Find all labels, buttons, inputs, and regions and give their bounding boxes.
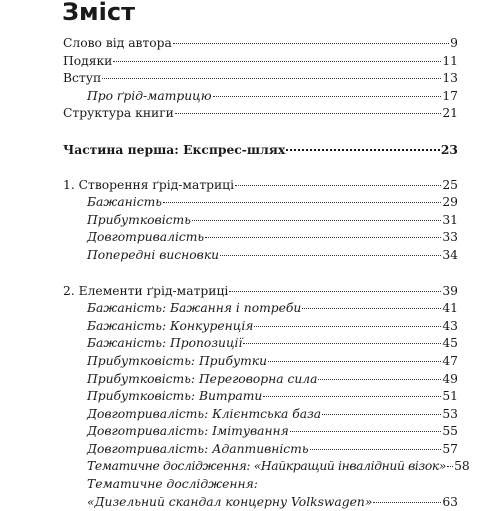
toc-page-number: 47 bbox=[442, 353, 458, 368]
toc-entry-label: Бажаність: Бажання і потреби bbox=[87, 301, 302, 316]
toc-entry-chapter-2-item[interactable] bbox=[63, 388, 458, 406]
dot-leader bbox=[263, 396, 441, 397]
toc-entry-label: Довготривалість: Клієнтська база bbox=[87, 406, 322, 421]
toc-entry-chapter-2-item[interactable] bbox=[63, 406, 458, 424]
toc-entry-label: Бажаність bbox=[87, 195, 162, 210]
toc-page-number: 45 bbox=[442, 336, 458, 351]
toc-entry-label: Подяки bbox=[63, 53, 113, 68]
dot-leader bbox=[243, 343, 441, 344]
toc-entry-label: Довготривалість bbox=[87, 230, 205, 245]
toc-page-number: 11 bbox=[442, 53, 458, 68]
toc-entry-label: Бажаність: Конкуренція bbox=[87, 318, 254, 333]
dot-leader bbox=[229, 291, 441, 292]
toc-entry-case-study-volkswagen-line1[interactable] bbox=[63, 476, 458, 494]
dot-leader bbox=[318, 379, 441, 380]
dot-leader bbox=[290, 431, 442, 432]
toc-entry-author-foreword[interactable] bbox=[63, 35, 458, 53]
toc-entry-label: Бажаність: Пропозиції bbox=[87, 336, 243, 351]
page-title: Зміст bbox=[62, 0, 136, 26]
dot-leader bbox=[447, 466, 453, 467]
toc-entry-label: Слово від автора bbox=[63, 36, 172, 50]
toc-page-number: 23 bbox=[440, 141, 458, 157]
toc-page-number: 43 bbox=[442, 318, 458, 333]
spacer bbox=[63, 159, 458, 177]
dot-leader bbox=[102, 78, 441, 79]
dot-leader bbox=[205, 237, 441, 238]
toc-entry-chapter-1-profitability[interactable] bbox=[63, 212, 458, 230]
spacer bbox=[63, 123, 458, 141]
dot-leader bbox=[192, 220, 441, 221]
toc-entry-case-study-volkswagen-line2[interactable] bbox=[63, 494, 458, 511]
toc-page-number: 31 bbox=[442, 212, 458, 227]
toc-entry-chapter-2-item[interactable] bbox=[63, 300, 458, 318]
toc-entry-acknowledgements[interactable] bbox=[63, 53, 458, 71]
toc-entry-label: Прибутковість: Переговорна сила bbox=[87, 371, 318, 386]
toc-entry-case-study-wheelchair[interactable] bbox=[63, 458, 470, 476]
toc-page-number: 53 bbox=[442, 406, 458, 421]
toc-entry-part-one[interactable] bbox=[63, 141, 458, 159]
toc-entry-label: 2. Елементи ґрід-матриці bbox=[63, 283, 229, 298]
toc-entry-label: Попередні висновки bbox=[87, 247, 220, 262]
toc-page-number: 55 bbox=[442, 424, 458, 439]
toc-entry-chapter-2-item[interactable] bbox=[63, 441, 458, 459]
toc-page-number: 34 bbox=[442, 247, 458, 262]
toc-page-number: 51 bbox=[442, 389, 458, 404]
toc-entry-label: Частина перша: Експрес-шлях bbox=[63, 141, 286, 157]
toc-page-number: 41 bbox=[442, 301, 458, 316]
toc-entry-label: Довготривалість: Адаптивність bbox=[87, 441, 309, 456]
toc-entry-label: «Дизельний скандал концерну Volkswagen» bbox=[87, 494, 373, 509]
toc-entry-label: Тематичне дослідження: «Найкращий інвалідний візок» bbox=[87, 459, 447, 474]
toc-entry-introduction[interactable] bbox=[63, 70, 458, 88]
dot-leader bbox=[213, 96, 442, 97]
toc-entry-chapter-1-conclusions[interactable] bbox=[63, 247, 458, 265]
toc-page-number: 39 bbox=[442, 283, 458, 298]
toc-entry-label: Довготривалість: Імітування bbox=[87, 424, 289, 439]
toc-entry-chapter-2-item[interactable] bbox=[63, 423, 458, 441]
toc-entry-label: Прибутковість bbox=[87, 212, 191, 227]
toc-entry-label: Прибутковість: Витрати bbox=[87, 389, 263, 404]
dot-leader bbox=[286, 149, 440, 151]
dot-leader bbox=[173, 43, 449, 44]
toc-entry-chapter-1-desirability[interactable] bbox=[63, 194, 458, 212]
dot-leader bbox=[235, 185, 441, 186]
toc-page-number: 13 bbox=[442, 71, 458, 86]
toc-page-number: 21 bbox=[442, 106, 458, 121]
toc-entry-label: Про ґрід-матрицю bbox=[87, 88, 212, 103]
toc-entry-chapter-2[interactable] bbox=[63, 283, 458, 301]
dot-leader bbox=[254, 326, 441, 327]
toc-entry-chapter-1-durability[interactable] bbox=[63, 229, 458, 247]
toc-page-number: 57 bbox=[442, 441, 458, 456]
dot-leader bbox=[268, 361, 441, 362]
dot-leader bbox=[220, 255, 441, 256]
toc-page-number: 29 bbox=[442, 195, 458, 210]
toc-entry-label: Тематичне дослідження: bbox=[87, 477, 258, 492]
table-of-contents bbox=[63, 35, 470, 511]
toc-entry-label: Прибутковість: Прибутки bbox=[87, 353, 268, 368]
dot-leader bbox=[113, 61, 441, 62]
dot-leader bbox=[322, 414, 441, 415]
toc-page-number: 63 bbox=[442, 494, 458, 509]
toc-page-number: 58 bbox=[454, 459, 470, 474]
toc-entry-about-grid-matrix[interactable] bbox=[63, 88, 458, 106]
spacer bbox=[63, 265, 458, 283]
toc-entry-label: 1. Створення ґрід-матриці bbox=[63, 177, 235, 192]
toc-entry-chapter-2-item[interactable] bbox=[63, 371, 458, 389]
toc-entry-label: Структура книги bbox=[63, 106, 174, 121]
toc-page-number: 9 bbox=[450, 36, 458, 50]
dot-leader bbox=[310, 449, 442, 450]
toc-entry-chapter-1[interactable] bbox=[63, 177, 458, 195]
toc-page-number: 49 bbox=[442, 371, 458, 386]
toc-entry-chapter-2-item[interactable] bbox=[63, 335, 458, 353]
toc-entry-label: Вступ bbox=[63, 71, 102, 86]
toc-entry-chapter-2-item[interactable] bbox=[63, 353, 458, 371]
dot-leader bbox=[373, 502, 441, 503]
toc-page-number: 33 bbox=[442, 230, 458, 245]
toc-entry-chapter-2-item[interactable] bbox=[63, 318, 458, 336]
toc-page-number: 17 bbox=[442, 88, 458, 103]
dot-leader bbox=[175, 113, 441, 114]
toc-page-number: 25 bbox=[442, 177, 458, 192]
dot-leader bbox=[163, 202, 441, 203]
dot-leader bbox=[302, 308, 441, 309]
toc-entry-book-structure[interactable] bbox=[63, 105, 458, 123]
